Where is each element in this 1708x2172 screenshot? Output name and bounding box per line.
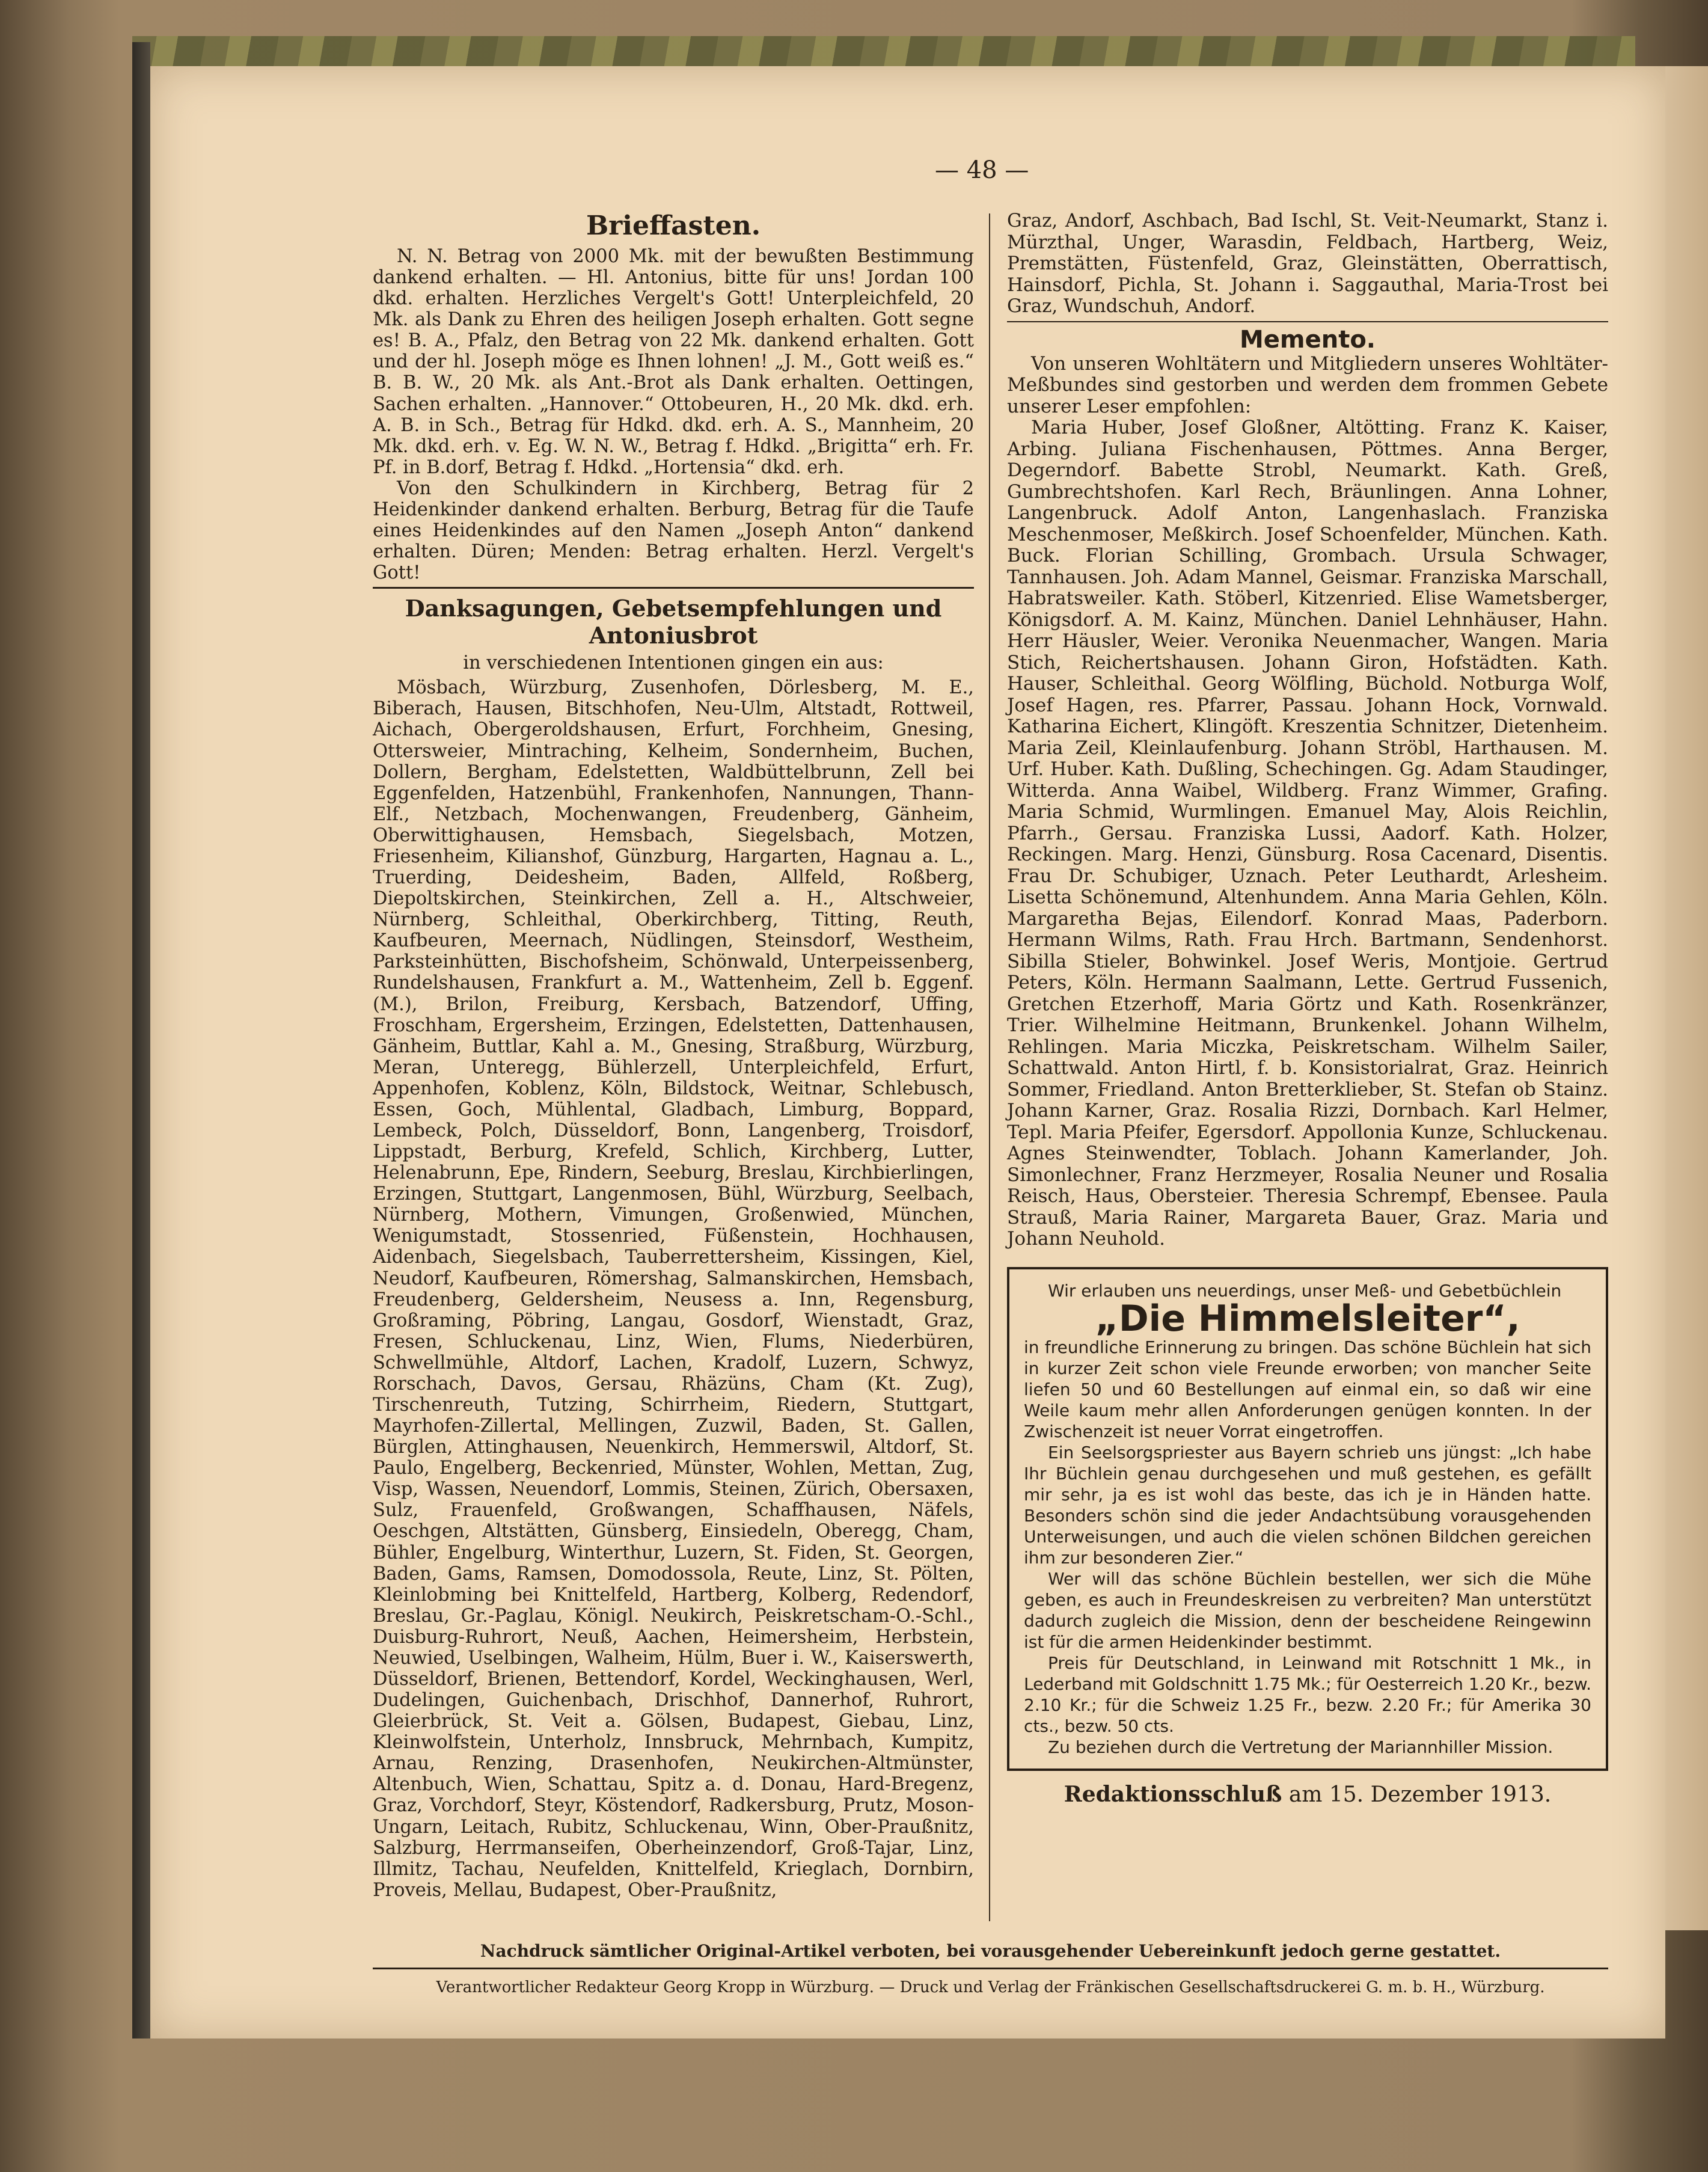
memento-names: Maria Huber, Josef Gloßner, Altötting. Franz K. Kaiser, Arbing. Juliana Fischenhausen, Pöttmes. Anna Berger, Degerndorf. Babette Strobl, Neumarkt. Kath. Greß, Gumbrechtshofen. Karl Rech, Bräunlingen. Anna Lohner, Langenbruck. Adolf Anton, Langenhaslach. Franziska Meschenmoser, Meßkirch. Josef Schoenfelder, München. Kath. Buck. Florian Schilling, Grombach. Ursula Schwager, Tannhausen. Joh. Adam Mannel, Geismar. Franziska Marschall, Habratsweiler. Kath. Stöberl, Kitzenried. Elise Wametsberger, Königsdorf. A. M. Kainz, München. Daniel Lehnhäuser, Hahn. Herr Häusler, Weier. Veronika Neuenmacher, Wangen. Maria Stich, Reichertshausen. Johann Giron, Hofstädten. Kath. Hauser, Schleithal. Georg Wölfling, Büchold. Notburga Wolf, Josef Hagen, res. Pfarrer, Passau. Johann Hock, Vornwald. Katharina Eichert, Klingöft. Kreszentia Schnitzer, Dietenheim. Maria Zeil, Kleinlaufenburg. Johann Ströbl, Harthausen. M. Urf. Huber. Kath. Dußling, Schechingen. Gg. Adam Staudinger, Witterda. Anna Waibel, Wildberg. Franz Wimmer, Grafing. Maria Schmid, Wurmlingen. Emanuel May, Alois Reichlin, Pfarrh., Gersau. Franziska Lussi, Aadorf. Kath. Holzer, Reckingen. Marg. Henzi, Günsburg. Rosa Cacenard, Disentis. Frau Dr. Schubiger, Uznach. Peter Leuthardt, Arlesheim. Lisetta Schönemund, Altenhundem. Anna Maria Gehlen, Köln. Margaretha Bejas, Eilendorf. Konrad Maas, Paderborn. Hermann Wilms, Rath. Frau Hrch. Bartmann, Sendenhorst. Sibilla Stieler, Bohwinkel. Josef Weris, Montjoie. Gertrud Peters, Köln. Hermann Saalmann, Lette. Gertrud Fussenich, Gretchen Etzerhoff, Maria Görtz und Kath. Rosenkränzer, Trier. Wilhelmine Heitmann, Brunkenkel. Johann Wilhelm, Rehlingen. Maria Miczka, Peiskretscham. Wilhelm Sailer, Schattwald. Anton Hirtl, f. b. Konsistorialrat, Graz. Heinrich Sommer, Friedland. Anton Bretterklieber, St. Stefan ob Stainz. Johann Karner, Graz. Rosalia Rizzi, Dornbach. Karl Helmer, Tepl. Maria Pfeifer, Egersdorf. Appollonia Kunze, Schluckenau. Agnes Steinwendter, Toblach. Johann Kamerlander, Joh. Simonlechner, Franz Herzmeyer, Rosalia Neuner und Rosalia Reisch, Haus, Obersteier. Theresia Schrempf, Ebensee. Paula Strauß, Maria Rainer, Margareta Bauer, Graz. Maria und Johann Neuhold. bbox=[1007, 417, 1608, 1250]
thanks-text bbox=[373, 677, 974, 1901]
ad-paragraph-3: Wer will das schöne Büchlein bestellen, wer sich die Mühe geben, es auch in Freundeskreisen zu verbreiten? Man unterstützt dadurch zugleich die Mission, denn der bescheidene Reingewinn ist für die armen Heidenkinder bestimmt. bbox=[1024, 1568, 1591, 1652]
editorial-deadline bbox=[1007, 1782, 1608, 1807]
closing-date: am 15. Dezember 1913. bbox=[1288, 1782, 1552, 1807]
footer-rule bbox=[373, 1968, 1608, 1969]
section-divider bbox=[1007, 321, 1608, 322]
ad-paragraph-5: Zu beziehen durch die Vertretung der Mariannhiller Mission. bbox=[1048, 1737, 1553, 1757]
next-page-edge bbox=[1665, 66, 1708, 1930]
column-divider bbox=[989, 213, 990, 1921]
ad-paragraph-2: Ein Seelsorgspriester aus Bayern schrieb uns jüngst: „Ich habe Ihr Büchlein genau durchgesehen und muß gestehen, es gefällt mir sehr, ja es ist wohl das beste, das ich je in Händen hatte. Besonders schön sind die jeder Andachtsübung vorausgehenden Unterweisungen, und auch die vielen schönen Bildchen gereichen ihm zur besonderen Zier.“ bbox=[1024, 1442, 1591, 1568]
brief-title: Brieffasten. bbox=[586, 210, 761, 241]
ad-paragraph-4: Preis für Deutschland, in Leinwand mit Rotschnitt 1 Mk., in Lederband mit Goldschnitt 1.75 Mk.; für Oesterreich 1.20 Kr., bezw. 2.10 Kr.; für die Schweiz 1.25 Fr., bezw. 2.20 Fr.; für Amerika 30 cts., bezw. 50 cts. bbox=[1024, 1652, 1591, 1736]
memento-intro: Von unseren Wohltätern und Mitgliedern unseres Wohltäter-Meßbundes sind gestorben und werden dem frommen Gebete unserer Leser empfohlen: bbox=[1007, 352, 1608, 417]
memento-title: Memento. bbox=[1239, 325, 1376, 354]
ad-intro: Wir erlauben uns neuerdings, unser Meß- und Gebetbüchlein bbox=[1048, 1280, 1562, 1301]
right-column bbox=[1007, 210, 1608, 1807]
ad-title: „Die Himmelsleiter“, bbox=[1095, 1297, 1520, 1340]
brief-text bbox=[373, 246, 974, 583]
left-column bbox=[373, 210, 974, 1901]
page-number: — 48 — bbox=[935, 156, 1029, 184]
section-divider bbox=[373, 587, 974, 589]
thanks-title: Danksagungen, Gebetsempfehlungen und Antoniusbrot bbox=[405, 595, 942, 649]
thanks-paragraph: Mösbach, Würzburg, Zusenhofen, Dörlesberg, M. E., Biberach, Hausen, Bitschhofen, Neu-Ulm, Altstadt, Rottweil, Aichach, Obergeroldshausen, Erfurt, Forchheim, Gnesing, Ottersweier, Mintraching, Kelheim, Sondernheim, Buchen, Dollern, Bergham, Edelstetten, Waldbüttelbrunn, Zell bei Eggenfelden, Hatzenbühl, Frankenhofen, Nannungen, Thann-Elf., Netzbach, Mochenwangen, Freudenberg, Gänheim, Oberwittighausen, Hemsbach, Siegelsbach, Motzen, Friesenheim, Kilianshof, Günzburg, Hargarten, Hagnau a. L., Truerding, Deidesheim, Baden, Allfeld, Roßberg, Diepoltskirchen, Steinkirchen, Zell a. H., Altschweier, Nürnberg, Schleithal, Oberkirchberg, Titting, Reuth, Kaufbeuren, Meernach, Nüdlingen, Steinsdorf, Westheim, Parksteinhütten, Bischofsheim, Schönwald, Unterpeissenberg, Rundelshausen, Frankfurt a. M., Wattenheim, Zell b. Eggenf. (M.), Brilon, Freiburg, Kersbach, Batzendorf, Uffing, Froschham, Ergersheim, Erzingen, Edelstetten, Dattenhausen, Gänheim, Buttlar, Kahl a. M., Gnesing, Straßburg, Würzburg, Meran, Unteregg, Bühlerzell, Unterpleichfeld, Erfurt, Appenhofen, Koblenz, Köln, Bildstock, Weitnar, Schlebusch, Essen, Goch, Mühlental, Gladbach, Limburg, Boppard, Lembeck, Polch, Düsseldorf, Bonn, Langenberg, Troisdorf, Lippstadt, Berburg, Krefeld, Schlich, Kirchberg, Lutter, Helenabrunn, Epe, Rindern, Seeburg, Breslau, Kirchbierlingen, Erzingen, Stuttgart, Langenmosen, Bühl, Würzburg, Seelbach, Nürnberg, Mothern, Vimungen, Großenwied, München, Wenigumstadt, Stossenried, Füßenstein, Hochhausen, Aidenbach, Siegelsbach, Tauberrettersheim, Kissingen, Kiel, Neudorf, Kaufbeuren, Römershag, Salmanskirchen, Hemsbach, Freudenberg, Geldersheim, Neusess a. Inn, Regensburg, Großraming, Pöbring, Langau, Gosdorf, Wienstadt, Graz, Fresen, Schluckenau, Linz, Wien, Flums, Niederbüren, Schwellmühle, Altdorf, Lachen, Kradolf, Luzern, Schwyz, Rorschach, Davos, Gersau, Rhäzüns, Cham (Kt. Zug), Tirschenreuth, Tutzing, Schirrheim, Riedern, Stuttgart, Mayrhofen-Zillertal, Mellingen, Zuzwil, Baden, St. Gallen, Bürglen, Attinghausen, Neuenkirch, Hemmerswil, Altdorf, St. Paulo, Engelberg, Beckenried, Münster, Wohlen, Mettan, Zug, Visp, Wassen, Neuendorf, Lommis, Steinen, Zürich, Obersaxen, Sulz, Frauenfeld, Großwangen, Schaffhausen, Näfels, Oeschgen, Altstätten, Günsberg, Einsiedeln, Oberegg, Cham, Bühler, Engelburg, Winterthur, Luzern, St. Fiden, St. Georgen, Baden, Gams, Ramsen, Domodossola, Reute, Linz, St. Pölten, Kleinlobming bei Knittelfeld, Hartberg, Kolberg, Redendorf, Breslau, Gr.-Paglau, Königl. Neukirch, Peiskretscham-O.-Schl., Duisburg-Ruhrort, Neuß, Aachen, Heimersheim, Herbstein, Neuwied, Uselbingen, Walheim, Hülm, Buer i. W., Kaiserswerth, Düsseldorf, Brienen, Bettendorf, Kordel, Weckinghausen, Werl, Dudelingen, Guichenbach, Drischhof, Dannerhof, Ruhrort, Gleierbrück, St. Veit a. Gölsen, Budapest, Giebau, Linz, Kleinwolfstein, Unterholz, Innsbruck, Mehrnbach, Kumpitz, Arnau, Renzing, Drasenhofen, Neukirchen-Altmünster, Altenbuch, Wien, Schattau, Spitz a. d. Donau, Hard-Bregenz, Graz, Vorchdorf, Steyr, Köstendorf, Radkersburg, Prutz, Moson-Ungarn, Leitach, Rubitz, Schluckenau, Winn, Ober-Praußnitz, Salzburg, Herrmanseifen, Oberheinzendorf, Groß-Tajar, Linz, Illmitz, Tachau, Neufelden, Knittelfeld, Krieglach, Dornbirn, Proveis, Mellau, Budapest, Ober-Praußnitz, bbox=[373, 677, 974, 1901]
ad-paragraph-1: in freundliche Erinnerung zu bringen. Das schöne Büchlein hat sich in kurzer Zeit schon viele Freunde erworben; von mancher Seite liefen 50 und 60 Bestellungen auf einmal ein, so daß wir eine Weile kaum mehr allen Anforderungen genügen konnten. In der Zwischenzeit ist neuer Vorrat eingetroffen. bbox=[1024, 1337, 1591, 1441]
brief-paragraph: N. N. Betrag von 2000 Mk. mit der bewußten Bestimmung dankend erhalten. — Hl. Antonius, bitte für uns! Jordan 100 dkd. erhalten. Herzliches Vergelt's Gott! Unterpleichfeld, 20 Mk. als Dank zu Ehren des heiligen Joseph erhalten. Gott segne es! B. A., Pfalz, den Betrag von 22 Mk. dankend erhalten. Gott und der hl. Joseph möge es Ihnen lohnen! „J. M., Gott weiß es.“ B. B. W., 20 Mk. als Ant.-Brot als Dank erhalten. Oettingen, Sachen erhalten. „Hannover.“ Ottobeuren, H., 20 Mk. dkd. erh. A. B. in Sch., Betrag für Hdkd. dkd. erh. A. S., Mannheim, 20 Mk. dkd. erh. v. Eg. W. N. W., Betrag f. Hdkd. „Brigitta“ erh. Fr. Pf. in B.dorf, Betrag f. Hdkd. „Hortensia“ dkd. erh. bbox=[373, 246, 974, 478]
reprint-notice: Nachdruck sämtlicher Original-Artikel verboten, bei vorausgehender Uebereinkunft jedoch gerne gestattet. bbox=[480, 1941, 1501, 1961]
imprint-line: Verantwortlicher Redakteur Georg Kropp in Würzburg. — Druck und Verlag der Fränkischen Gesellschaftsdruckerei G. m. b. H., Würzburg. bbox=[436, 1978, 1545, 1996]
closing-label: Redaktionsschluß bbox=[1064, 1781, 1282, 1807]
book-binding bbox=[132, 42, 150, 2039]
memento-text bbox=[1007, 354, 1608, 1250]
brief-paragraph-2: Von den Schulkindern in Kirchberg, Betrag für 2 Heidenkinder dankend erhalten. Berburg, Betrag für die Taufe eines Heidenkindes auf den Namen „Joseph Anton“ dankend erhalten. Düren; Menden: Betrag erhalten. Herzl. Vergelt's Gott! bbox=[373, 477, 974, 584]
thanks-subtitle: in verschiedenen Intentionen gingen ein aus: bbox=[463, 652, 884, 674]
advertisement-box bbox=[1007, 1267, 1608, 1771]
thanks-continuation: Graz, Andorf, Aschbach, Bad Ischl, St. Veit-Neumarkt, Stanz i. Mürzthal, Unger, Warasdin, Feldbach, Hartberg, Weiz, Premstätten, Füstenfeld, Graz, Gleinstätten, Oberrattisch, Hainsdorf, Pichla, St. Johann i. Saggauthal, Maria-Trost bei Graz, Wundschuh, Andorf. bbox=[1007, 210, 1608, 317]
